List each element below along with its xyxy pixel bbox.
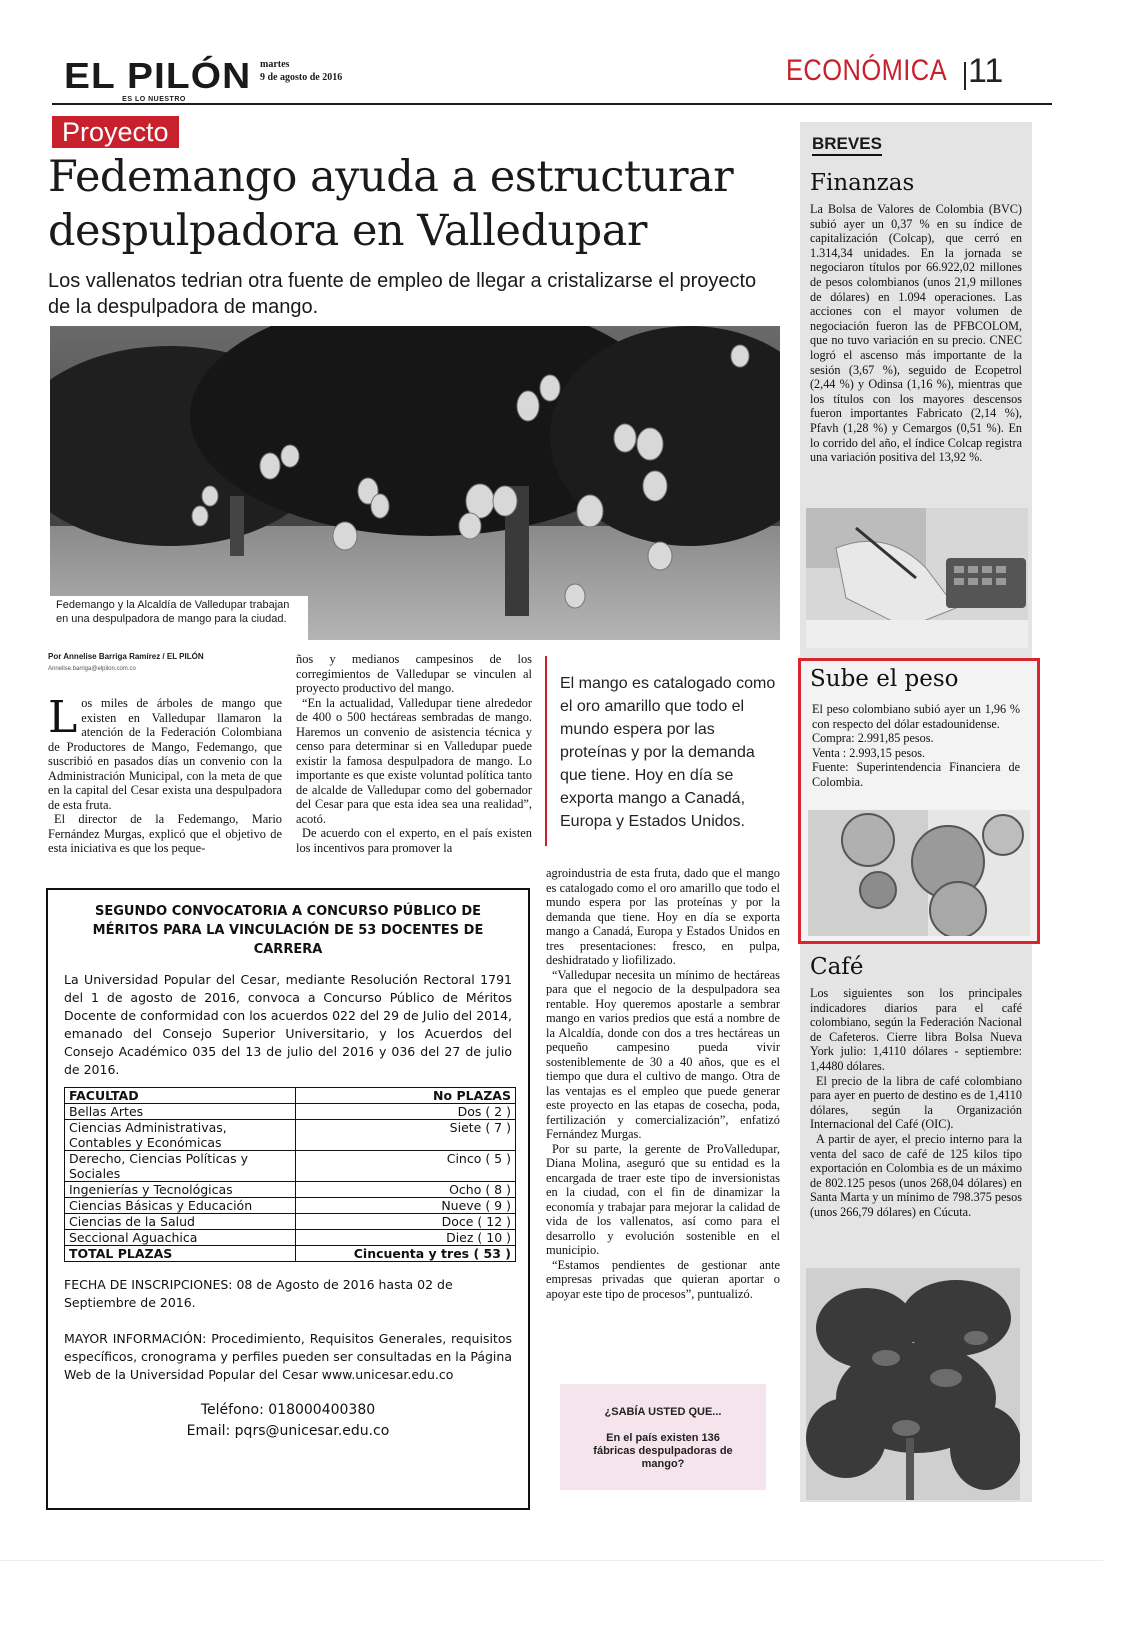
article-deck: Los vallenatos tedrian otra fuente de empleo de llegar a cristalizarse el proyecto de la despulpadora de mango. <box>48 270 757 318</box>
coffee-plant-photo <box>806 1268 1020 1500</box>
peso-text <box>812 702 1020 790</box>
table-row <box>65 1151 516 1182</box>
article-paragraph: El director de la Fedemango, Mario Fernández Murgas, explicó que el objetivo de esta iniciativa es que los peque- <box>48 812 282 855</box>
cafe-text <box>810 986 1022 1220</box>
peso-buy: Compra: 2.991,85 pesos. <box>812 731 934 746</box>
table-cell: Cinco ( 5 ) <box>296 1151 516 1182</box>
table-cell: Siete ( 7 ) <box>296 1120 516 1151</box>
coins-photo <box>808 810 1030 936</box>
table-cell: Ciencias Administrativas, Contables y Económicas <box>65 1120 296 1151</box>
finanzas-text: La Bolsa de Valores de Colombia (BVC) subió ayer un 0,37 % en su índice de capitalización (Colcap), que cerró en 1.314,34 unidades. En la jornada se negociaron títulos por 66.922,02 millones de pesos colombianos (unos 21,9 millones de dólares) en 1.094 operaciones. Las acciones con el mayor volumen de negociación fueron las de PFBCOLOM, que no tuvo variación en su precio. CNEC logró el ascenso más importante de la sesión (3,67 %), seguido de Ecopetrol (2,44 %) y Odinsa (1,16 %), mientras que los títulos con los mayores descensos fueron importantes Fabricato (2,14 %), Pfavh (1,28 %) y Cemargos (0,51 %). En lo corrido del año, el índice Colcap registra una variación positiva del 13,92 %. <box>810 202 1022 465</box>
table-cell: Doce ( 12 ) <box>296 1214 516 1230</box>
table-cell: Bellas Artes <box>65 1104 296 1120</box>
article-column-2 <box>296 652 532 855</box>
coffee-plant-illustration <box>806 1268 1020 1500</box>
logo-wordmark: EL PILÓN <box>64 55 252 96</box>
table-cell: Ciencias de la Salud <box>65 1214 296 1230</box>
article-paragraph: “Estamos pendientes de gestionar ante empresas privadas que quieran aportar o apoyar este tipo de procesos”, puntualizó. <box>546 1257 780 1301</box>
newspaper-logo <box>64 55 252 103</box>
table-cell: Ingenierías y Tecnológicas <box>65 1182 296 1198</box>
footer-rule <box>0 1560 1103 1561</box>
university-announcement <box>46 888 530 1510</box>
vacancies-table <box>64 1087 516 1262</box>
table-cell: Ocho ( 8 ) <box>296 1182 516 1198</box>
table-row <box>65 1214 516 1230</box>
total-value: Cincuenta y tres ( 53 ) <box>296 1246 516 1262</box>
column-1-text: os miles de árboles de mango que existen en Valledupar llamaron la atención de la Federación Colombiana de Productores de Mango, Fedemango, que suscribió en pasados días un convenio con la Administración Municipal, con la meta de que en la capital del Cesar exista una despulpadora de esta fruta. <box>48 696 282 812</box>
contact-phone: Teléfono: 018000400380 <box>200 1402 376 1418</box>
did-you-know-box <box>560 1384 766 1490</box>
drop-cap: L <box>48 692 78 743</box>
mango-tree-photo <box>50 326 780 640</box>
table-header-row <box>65 1088 516 1104</box>
more-information: MAYOR INFORMACIÓN: Procedimiento, Requisitos Generales, requisitos específicos, cronograma y perfiles pueden ser consultadas en la Página Web de la Universidad Popular del Cesar www.unicesar.edu.co <box>64 1331 512 1382</box>
issue-date <box>260 58 342 84</box>
issue-date-text: 9 de agosto de 2016 <box>260 72 343 83</box>
calculator-illustration <box>806 508 1028 648</box>
did-you-know-title: ¿SABÍA USTED QUE... <box>604 1406 722 1418</box>
mango-tree-illustration <box>50 326 780 640</box>
table-header: No PLAZAS <box>296 1088 516 1104</box>
article-column-3 <box>546 866 780 1301</box>
byline-email: Annelise.barriga@elpilon.com.co <box>48 666 136 672</box>
pull-quote: El mango es catalogado como el oro amarillo que todo el mundo espera por las proteínas y por la demanda que tiene. Hoy en día se exporta mango a Canadá, Europa y Estados Unidos. <box>560 675 776 830</box>
table-header: FACULTAD <box>65 1088 296 1104</box>
cafe-title: Café <box>810 954 864 980</box>
article-paragraph: agroindustria de esta fruta, dado que el mango es catalogado como el oro amarillo que todo el mundo espera por las proteínas y por la demanda que tiene. Hoy en día se exporta mango a Canadá, Europa y Estados Unidos en tres presentaciones: fresco, en pulpa, deshidratado y liofilizado. <box>546 866 780 967</box>
page-separator <box>964 62 966 90</box>
total-label: TOTAL PLAZAS <box>65 1246 296 1262</box>
table-row <box>65 1104 516 1120</box>
logo-slogan: ES LO NUESTRO <box>122 96 186 103</box>
peso-summary: El peso colombiano subió ayer un 1,96 % con respecto del dólar estadounidense. <box>812 702 1020 731</box>
contact-info <box>64 1400 512 1442</box>
article-paragraph: Por su parte, la gerente de ProValledupar, Diana Molina, aseguró que su entidad es la encargada de traer este tipo de inversionistas en la ciudad, con el fin de dinamizar la economía y trabajar para mejorar la calidad de vida de los vallenatos, así como para el desarrollo y evolución sostenible en el municipio. <box>546 1141 780 1257</box>
sidebar-label: BREVES <box>812 134 882 156</box>
issue-day: martes <box>260 59 290 70</box>
byline: Por Annelise Barriga Ramírez / EL PILÓN <box>48 652 204 661</box>
cafe-paragraph: A partir de ayer, el precio interno para la venta del saco de café de 125 kilos tipo exportación en Colombia es de un máximo de 802.125 pesos (unos 268,04 dólares) en Santa Marta y un mínimo de 798.375 pesos (unos 266,79 dólares) en Cúcuta. <box>810 1131 1022 1219</box>
peso-title: Sube el peso <box>810 666 959 692</box>
page-number: 11 <box>968 52 1004 90</box>
table-row <box>65 1182 516 1198</box>
article-kicker: Proyecto <box>52 116 179 148</box>
table-cell: Derecho, Ciencias Políticas y Sociales <box>65 1151 296 1182</box>
peso-source: Fuente: Superintendencia Financiera de Colombia. <box>812 760 1020 789</box>
article-column-1 <box>48 692 282 856</box>
table-row <box>65 1198 516 1214</box>
announcement-title: SEGUNDO CONVOCATORIA A CONCURSO PÚBLICO DE MÉRITOS PARA LA VINCULACIÓN DE 53 DOCENTES DE CARRERA <box>92 904 484 957</box>
article-headline: Fedemango ayuda a estructurar despulpadora en Valledupar <box>48 152 734 256</box>
calculator-photo <box>806 508 1028 648</box>
section-name: ECONÓMICA <box>786 54 948 87</box>
article-paragraph: ños y medianos campesinos de los corregimientos de Valledupar se vinculen al proyecto productivo del mango. <box>296 652 532 695</box>
table-cell: Seccional Aguachica <box>65 1230 296 1246</box>
table-cell: Nueve ( 9 ) <box>296 1198 516 1214</box>
announcement-intro: La Universidad Popular del Cesar, mediante Resolución Rectoral 1791 del 1 de agosto de 2016, convoca a Concurso Público de Méritos Docente de conformidad con los acuerdos 022 del 29 de Julio del 2014, emanado del Consejo Superior Universitario, y los Acuerdos del Consejo Académico 035 del 13 de julio del 2016 y 036 del 27 de julio de 2016. <box>64 972 512 1077</box>
photo-caption: Fedemango y la Alcaldía de Valledupar trabajan en una despulpadora de mango para la ciudad. <box>50 596 308 642</box>
registration-dates: FECHA DE INSCRIPCIONES: 08 de Agosto de 2016 hasta 02 de Septiembre de 2016. <box>64 1277 453 1310</box>
peso-sell: Venta : 2.993,15 pesos. <box>812 745 926 760</box>
table-cell: Ciencias Básicas y Educación <box>65 1198 296 1214</box>
pull-quote-rule <box>545 656 547 846</box>
contact-email: Email: pqrs@unicesar.edu.co <box>186 1423 390 1439</box>
table-row <box>65 1230 516 1246</box>
table-cell: Diez ( 10 ) <box>296 1230 516 1246</box>
table-total-row <box>65 1246 516 1262</box>
article-paragraph: De acuerdo con el experto, en el país existen los incentivos para promover la <box>296 826 532 855</box>
cafe-paragraph: El precio de la libra de café colombiano para ayer en puerto de destino es de 1,4110 dólares, según la Organización Internacional del Café (OIC). <box>810 1073 1022 1132</box>
finanzas-title: Finanzas <box>810 170 915 196</box>
article-paragraph: “Valledupar necesita un mínimo de hectáreas para que el negocio de la despulpadora sea rentable. Hoy queremos apostarle a sembrar mango en varios predios que está a nombre de la Alcaldía, donde con dos a tres hectáreas un pequeño campesino pueda vivir sosteniblemente de 30 a 40 años, que es el tiempo que dura el cultivo de mango. Otra de las ventajas es el empleo que puede generar este proyecto en las etapas de cosecha, poda, fertilización y comercialización”, enfatizó Fernández Murgas. <box>546 967 780 1141</box>
table-row <box>65 1120 516 1151</box>
header-rule <box>52 103 1052 105</box>
did-you-know-question: En el país existen 136 fábricas despulpadoras de mango? <box>593 1432 733 1470</box>
article-paragraph <box>48 692 282 812</box>
article-paragraph: “En la actualidad, Valledupar tiene alrededor de 400 o 500 hectáreas sembradas de mango. Haremos un convenio de asistencia técnica y censo para determinar si en Valledupar puede existir la famosa despulpadora de mango. Lo importante es que existe voluntad política tanto de alcalde de Valledupar como del gobernador del Cesar para que esta idea sea una realidad”, acotó. <box>296 695 532 826</box>
cafe-paragraph: Los siguientes son los principales indicadores diarios para el café colombiano, según la Federación Nacional de Cafeteros. Cierre libra Bolsa Nueva York julio: 1,4110 dólares - septiembre: 1,4480 dólares. <box>810 986 1022 1073</box>
coins-illustration <box>808 810 1030 936</box>
table-cell: Dos ( 2 ) <box>296 1104 516 1120</box>
